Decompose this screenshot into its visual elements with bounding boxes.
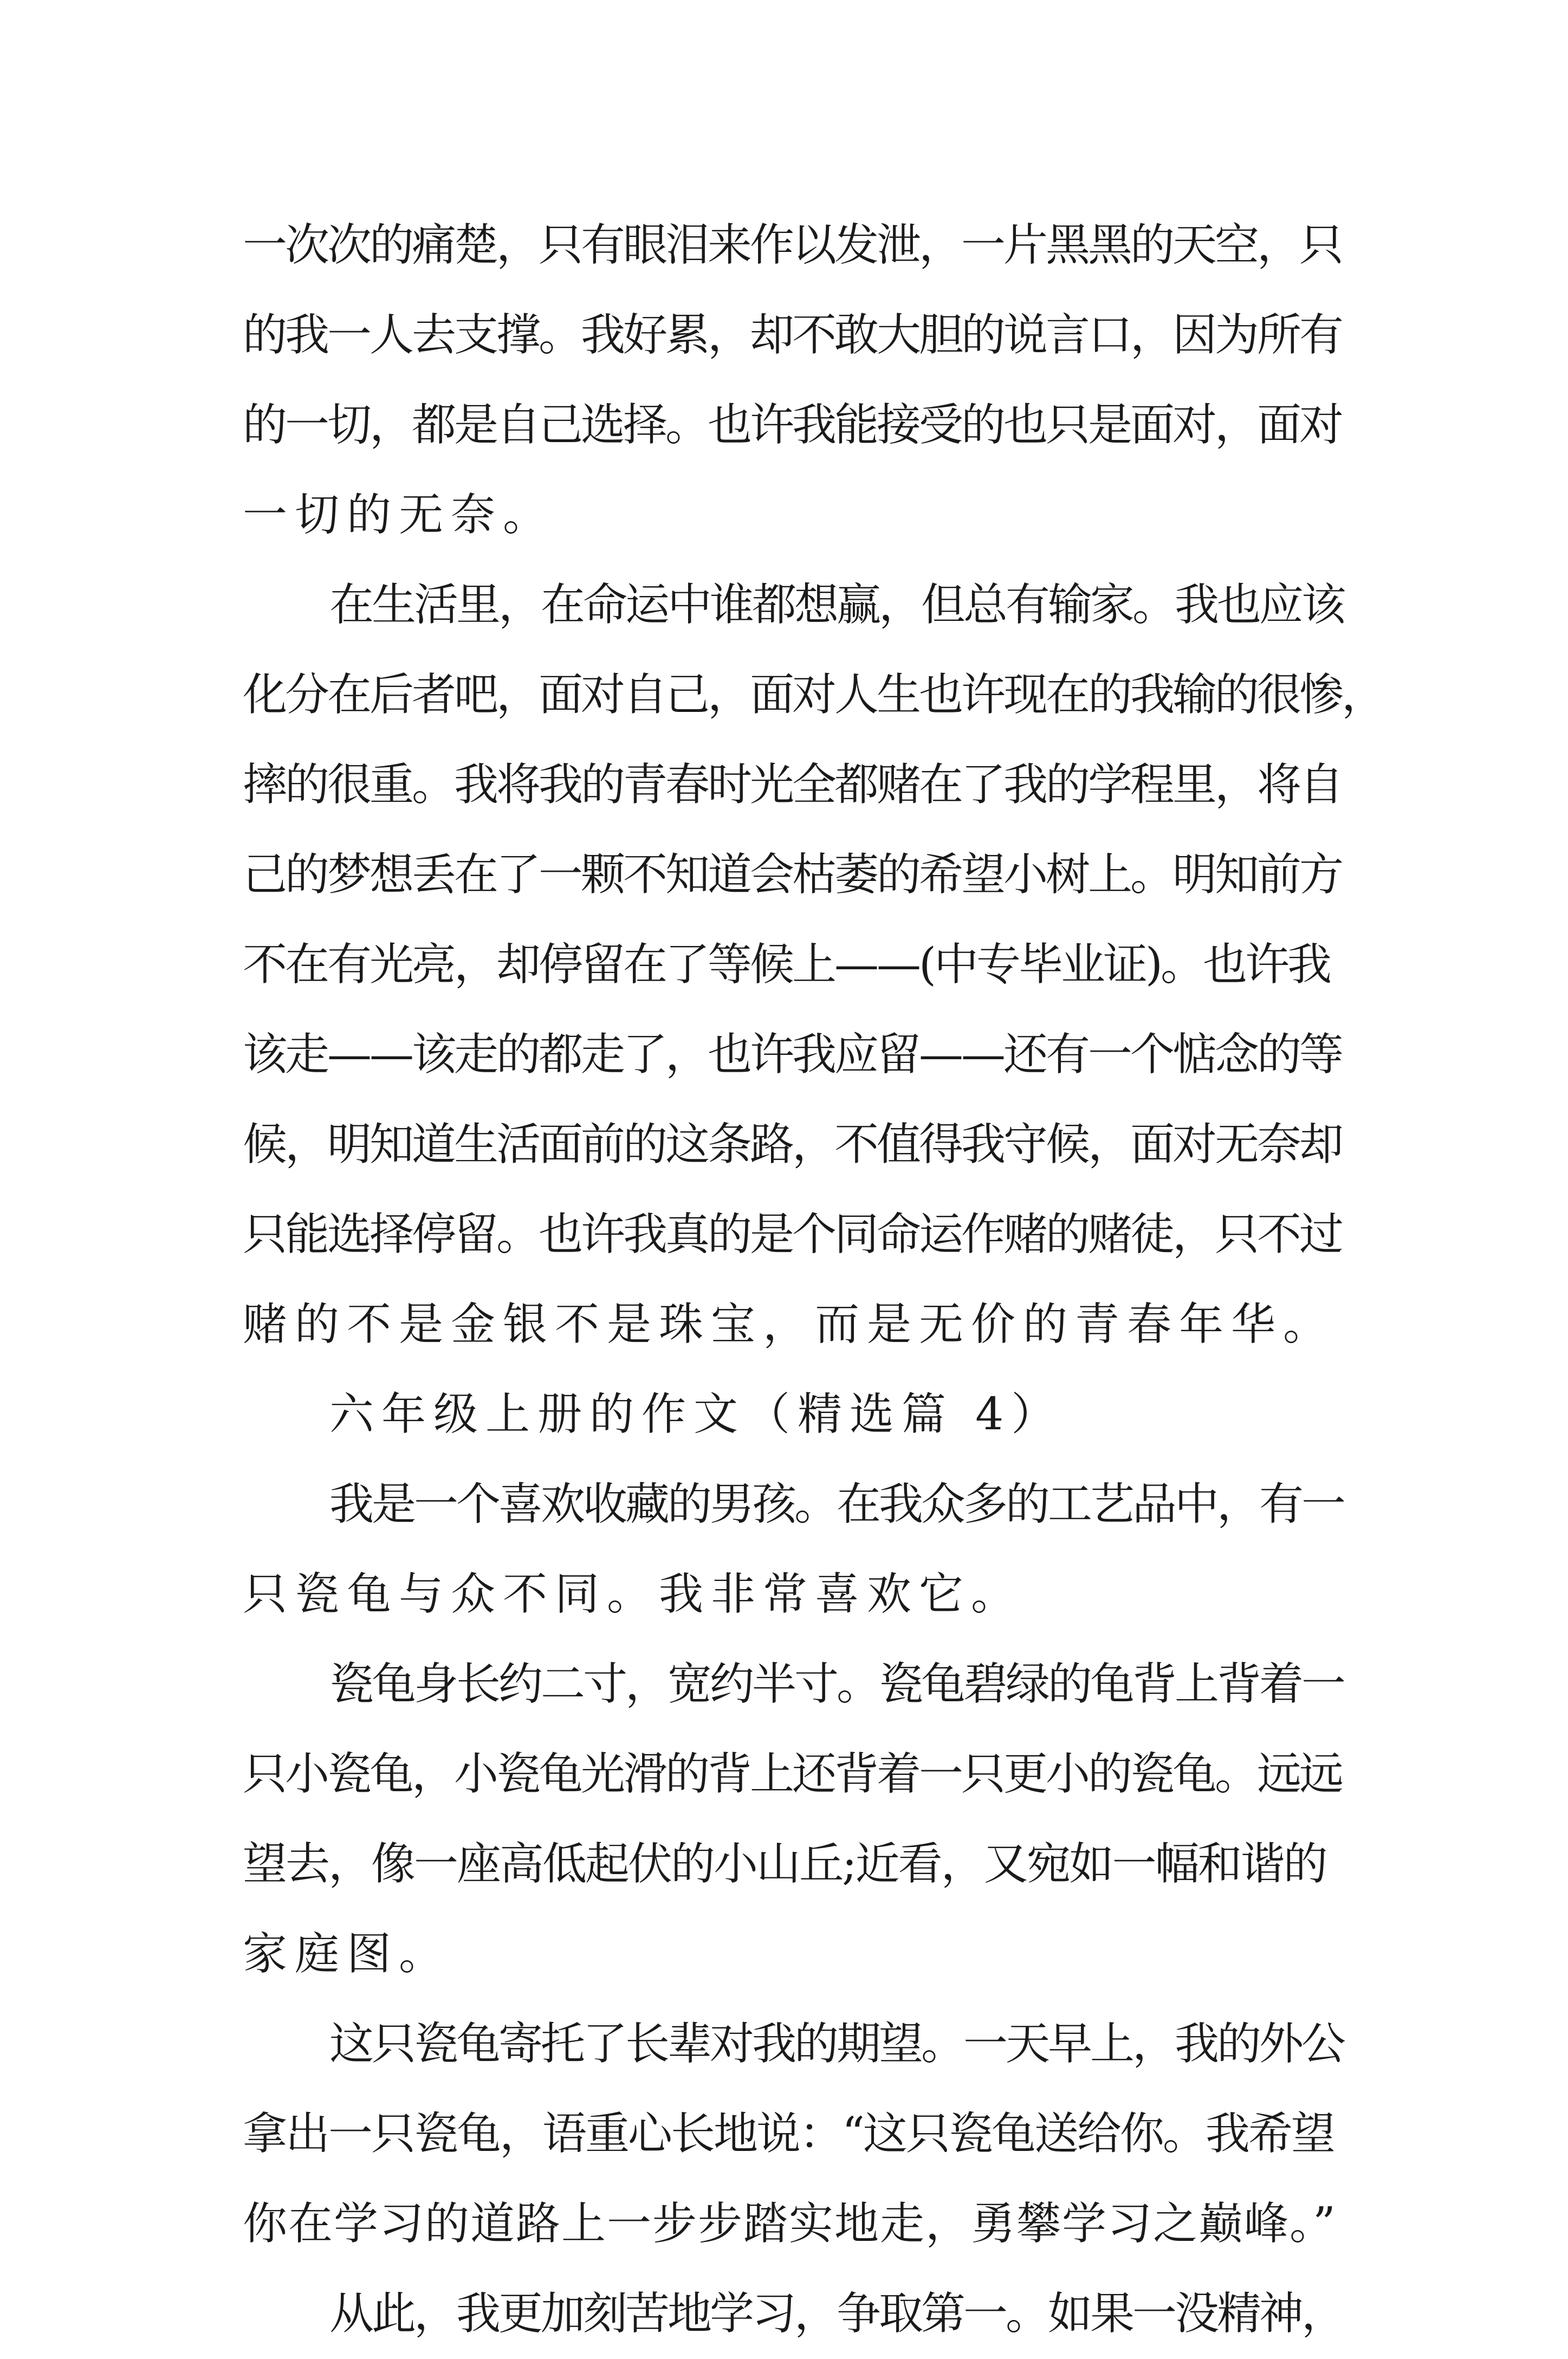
text-line: 望去，像一座高低起伏的小山丘;近看，又宛如一幅和谐的	[243, 1838, 1326, 1890]
text-line: 一切的无奈。	[243, 489, 555, 541]
text-line: 在生活里，在命运中谁都想赢，但总有输家。我也应该	[329, 579, 1344, 631]
text-line: 的一切，都是自己选择。也许我能接受的也只是面对，面对	[243, 399, 1342, 451]
section-heading: 六年级上册的作文（精选篇 4）	[329, 1389, 1064, 1440]
text-line: 赌的不是金银不是珠宝，而是无价的青春年华。	[243, 1299, 1336, 1350]
text-line: 该走——该走的都走了，也许我应留——还有一个惦念的等	[243, 1029, 1342, 1080]
text-line: 从此，我更加刻苦地学习，争取第一。如果一没精神，	[329, 2288, 1344, 2339]
text-line: 你在学习的道路上一步步踏实地走，勇攀学习之巅峰。”	[243, 2198, 1337, 2250]
text-line: 家庭图。	[243, 1928, 451, 1980]
text-line: 一次次的痛楚，只有眼泪来作以发泄，一片黑黑的天空，只	[243, 219, 1342, 271]
text-line: 瓷龟身长约二寸，宽约半寸。瓷龟碧绿的龟背上背着一	[329, 1658, 1344, 1710]
text-line: 这只瓷龟寄托了长辈对我的期望。一天早上，我的外公	[329, 2018, 1344, 2070]
text-line: 化分在后者吧，面对自己，面对人生也许现在的我输的很惨，	[243, 669, 1384, 721]
text-line: 拿出一只瓷龟，语重心长地说：“这只瓷龟送给你。我希望	[243, 2108, 1334, 2160]
text-line: 只瓷龟与众不同。我非常喜欢它。	[243, 1569, 1023, 1620]
document-body	[243, 200, 1384, 2359]
text-line: 我是一个喜欢收藏的男孩。在我众多的工艺品中，有一	[329, 1479, 1344, 1530]
text-line: 摔的很重。我将我的青春时光全都赌在了我的学程里，将自	[243, 759, 1342, 811]
text-line: 只小瓷龟，小瓷龟光滑的背上还背着一只更小的瓷龟。远远	[243, 1748, 1342, 1800]
text-line: 己的梦想丢在了一颗不知道会枯萎的希望小树上。明知前方	[243, 849, 1342, 900]
text-line: 候，明知道生活面前的这条路，不值得我守候，面对无奈却	[243, 1119, 1342, 1170]
text-line: 不在有光亮，却停留在了等候上——(中专毕业证)。也许我	[243, 939, 1330, 990]
text-line: 的我一人去支撑。我好累，却不敢大胆的说言口，因为所有	[243, 309, 1342, 361]
text-line: 只能选择停留。也许我真的是个同命运作赌的赌徒，只不过	[243, 1209, 1342, 1260]
